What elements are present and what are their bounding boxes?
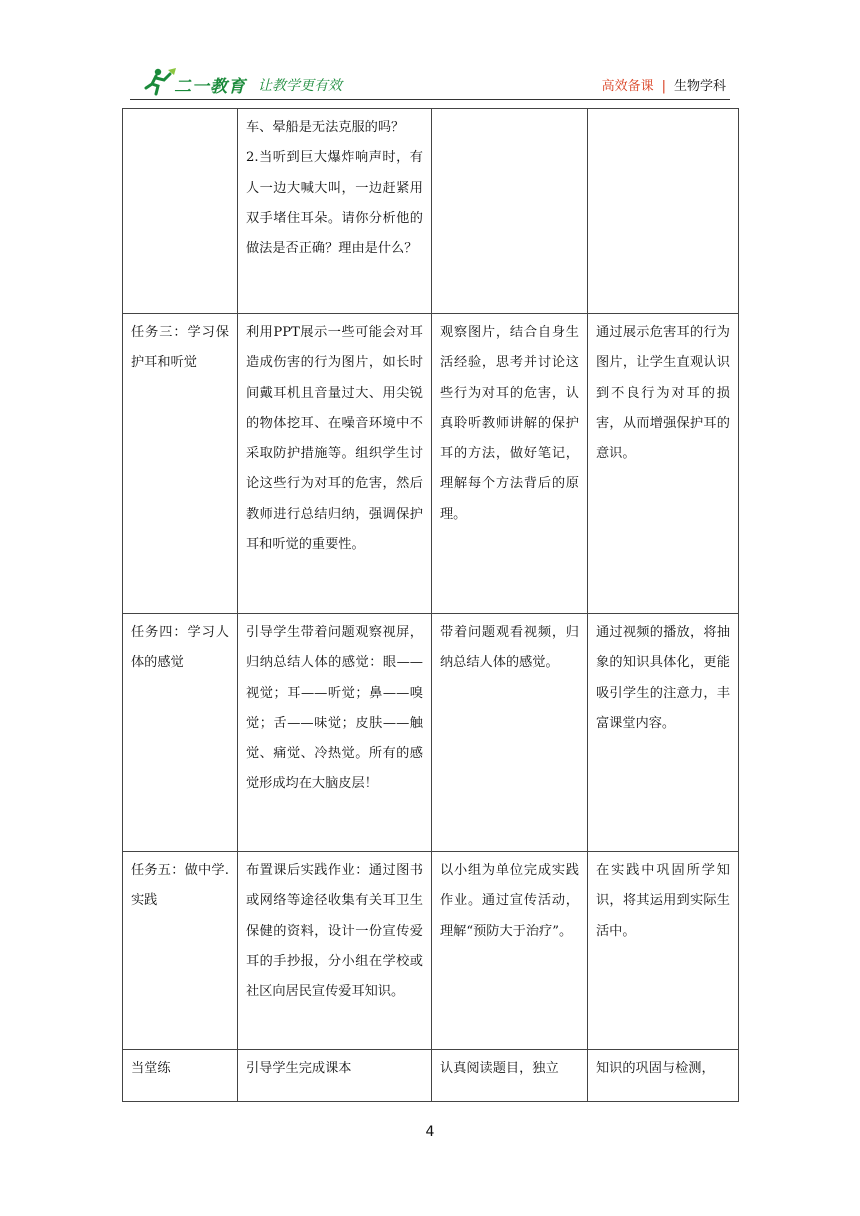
table-cell: 在实践中巩固所学知识，将其运用到实际生活中。	[588, 852, 739, 1050]
table-cell	[123, 109, 238, 314]
slogan: 让教学更有效	[258, 78, 342, 94]
lesson-table	[122, 108, 739, 1102]
table-cell: 任务三：学习保护耳和听觉	[123, 314, 238, 614]
page-number: 4	[425, 1124, 435, 1140]
table-cell: 利用PPT展示一些可能会对耳造成伤害的行为图片，如长时间戴耳机且音量过大、用尖锐的物体挖耳、在噪音环境中不采取防护措施等。组织学生讨论这些行为对耳的危害，然后教师进行总结归纳，强调保护耳和听觉的重要性。	[238, 314, 432, 614]
table-cell: 观察图片，结合自身生活经验，思考并讨论这些行为对耳的危害，认真聆听教师讲解的保护耳的方法，做好笔记，理解每个方法背后的原理。	[432, 314, 588, 614]
table-cell	[588, 109, 739, 314]
table-cell: 认真阅读题目，独立	[432, 1050, 588, 1102]
table-cell: 任务五：做中学.实践	[123, 852, 238, 1050]
table-row	[123, 109, 739, 314]
page-header	[130, 66, 730, 98]
table-cell: 知识的巩固与检测，	[588, 1050, 739, 1102]
table-row	[123, 852, 739, 1050]
brand-name: 二一教育	[174, 77, 246, 97]
header-right	[602, 75, 726, 94]
table-cell: 通过视频的播放，将抽象的知识具体化，更能吸引学生的注意力，丰富课堂内容。	[588, 614, 739, 852]
table-row	[123, 1050, 739, 1102]
table-cell: 通过展示危害耳的行为图片，让学生直观认识到不良行为对耳的损害，从而增强保护耳的意识。	[588, 314, 739, 614]
table-cell: 任务四：学习人体的感觉	[123, 614, 238, 852]
table-cell: 引导学生完成课本	[238, 1050, 432, 1102]
table-cell: 车、晕船是无法克服的吗？ 2.当听到巨大爆炸响声时，有人一边大喊大叫，一边赶紧用双手堵住耳朵。请你分析他的做法是否正确？理由是什么？	[238, 109, 432, 314]
table-cell	[432, 109, 588, 314]
header-tag-primary: 高效备课	[601, 79, 654, 94]
header-rule	[130, 99, 730, 100]
table-row	[123, 314, 739, 614]
table-cell: 引导学生带着问题观察视屏，归纳总结人体的感觉：眼——视觉；耳——听觉；鼻——嗅觉；舌——味觉；皮肤——触觉、痛觉、冷热觉。所有的感觉形成均在大脑皮层！	[238, 614, 432, 852]
table-cell: 以小组为单位完成实践作业。通过宣传活动，理解“预防大于治疗”。	[432, 852, 588, 1050]
header-subject: 生物学科	[673, 79, 726, 94]
table-cell: 带着问题观看视频，归纳总结人体的感觉。	[432, 614, 588, 852]
table-cell: 当堂练	[123, 1050, 238, 1102]
header-separator: |	[661, 79, 666, 94]
table-row	[123, 614, 739, 852]
table-cell: 布置课后实践作业：通过图书或网络等途径收集有关耳卫生保健的资料，设计一份宣传爱耳的手抄报，分小组在学校或社区向居民宣传爱耳知识。	[238, 852, 432, 1050]
